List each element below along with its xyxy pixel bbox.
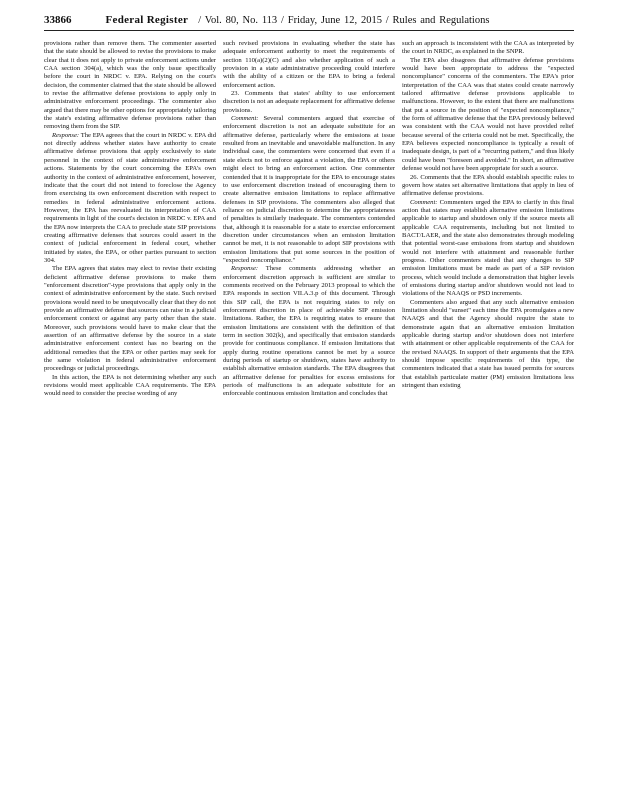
paragraph: [44, 40, 216, 132]
paragraph-text: 23. Comments that states' ability to use enforcement discretion is not an adequate replacement for affirmative defense provisions.: [223, 90, 395, 114]
paragraph-text: In this action, the EPA is not determining whether any such revisions would meet applicable CAA requirements. The EPA would need to consider the precise wording of any: [44, 373, 216, 398]
paragraph-text: The EPA agrees that the court in NRDC v. EPA did not directly address whether states have authority to create affirmative defense provisions that apply exclusively to state personnel in the context of state administrative enforcement actions. Statements by the court concerning the EPA's own authority in the context of administrative enforcement, however, indicate that the court did not intend to foreclose the Agency from exercising its own enforcement discretion with respect to remedies in federal administrative enforcement actions. However, the EPA has reevaluated its interpretation of CAA requirements in light of the court's decision in NRDC v. EPA and the EPA now interprets the CAA to preclude state SIP provisions creating affirmative defenses that sources could assert in the context of judicial enforcement in federal court, whether initiated by states, the EPA, or other parties pursuant to section 304.: [44, 131, 216, 264]
page-header: [44, 4, 574, 26]
paragraph: [223, 115, 395, 265]
paragraph-text: The EPA also disagrees that affirmative defense provisions would have been appropriate to address the "expected noncompliance" concerns of the commenters. The EPA's prior interpretation of the CAA was that states could create narrowly tailored affirmative defense provisions applicable to malfunctions. However, to the extent that there are malfunctions that put a source in the position of "expected noncompliance," the form of affirmative defense that the EPA previously believed was consistent with the CAA would not have provided relief because several of the criteria could not be met. Specifically, the EPA believes expected noncompliance is typically a result of inadequate design, is part of a "recurring pattern," and thus likely could have been "foreseen and avoided." In short, an affirmative defense would not have been appropriate for such a source.: [402, 56, 574, 173]
paragraph: [44, 132, 216, 266]
paragraph-text: provisions rather than remove them. The commenter asserted that the state should be allowed to revise the provisions to make clear that it does not apply to private enforcement actions under CAA section 304(a), which was the only issue specifically before the court in NRDC v. EPA. Relying on the court's decision, the commenter claimed that the state should be allowed to revise the affirmative defense provisions to apply only in administrative enforcement proceedings. The commenter also argued that there may be other options for appropriately tailoring the state's existing affirmative defense provisions rather than removing them from the SIP.: [44, 40, 216, 131]
paragraph-text: Commenters also argued that any such alternative emission limitation should "sunset" each time the EPA promulgates a new NAAQS and that the Agency should require the state to demonstrate again that an alternative emission limitation applicable during startup and/or shutdown does not interfere with attainment or other applicable requirements of the CAA for the revised NAAQS. In support of their arguments that the EPA should impose specific requirements of this type, the commenters indicated that a state has issued permits for sources that establish particulate matter (PM) emission limitations less stringent than existing: [402, 298, 574, 390]
paragraph: [402, 199, 574, 299]
paragraph: [223, 90, 395, 115]
paragraph: [402, 174, 574, 199]
paragraph-text: such revised provisions in evaluating whether the state has adequate enforcement authority to meet the requirements of section 110(a)(2)(C) and also whether application of such a provision in a state administrative proceeding could interfere with the ability of a citizen or the EPA to bring a federal enforcement action.: [223, 40, 395, 89]
paragraph-text: The EPA agrees that states may elect to revise their existing deficient affirmative defense provisions to make them "enforcement discretion"-type provisions that apply only in the context of administrative enforcement by the state. Such revised provisions would need to be unequivocally clear that they do not provide an affirmative defense that sources can raise in a judicial enforcement context or against any party other than the state. Moreover, such provisions would have to make clear that the assertion of an affirmative defense by the source in a state administrative enforcement context has no bearing on the additional remedies that the EPA or other parties may seek for the same violation in federal administrative enforcement proceedings or judicial proceedings.: [44, 265, 216, 373]
paragraph-text: 26. Comments that the EPA should establish specific rules to govern how states set alternative limitations that apply in lieu of affirmative defense provisions.: [402, 173, 574, 198]
paragraph: [223, 265, 395, 399]
paragraph: [402, 57, 574, 174]
paragraph: [223, 40, 395, 90]
paragraph: [402, 40, 574, 57]
paragraph-lead: Response:: [231, 265, 259, 273]
document-body: [44, 40, 574, 790]
header-rule: [44, 30, 574, 31]
paragraph: [402, 299, 574, 391]
issue-info: / Vol. 80, No. 113 / Friday, June 12, 2015 / Rules and Regulations: [198, 15, 490, 26]
paragraph: [44, 374, 216, 399]
paragraph: [44, 265, 216, 373]
paragraph-text: Commenters urged the EPA to clarify in this final action that states may establish alternative emission limitations applicable to startup and shutdown only if the source meets all applicable CAA requirements, including but not limited to BACT/LAER, and the state also demonstrates through modeling that potential worst-case emissions from startup and shutdown would not interfere with attainment and reasonable further progress. Other commenters stated that any changes to SIP emission limitations must be made as part of a SIP revision process, which would include a demonstration that higher levels of emissions during startup and/or shutdown would not lead to violations of the NAAQS or PSD increments.: [402, 198, 574, 298]
publication-title: Federal Register: [105, 14, 189, 26]
paragraph-text: such an approach is inconsistent with the CAA as interpreted by the court in NRDC, as explained in the SNPR.: [402, 40, 574, 56]
column-3: [402, 40, 574, 790]
paragraph-lead: Comment:: [410, 198, 438, 206]
column-1: [44, 40, 216, 790]
column-2: [223, 40, 395, 790]
page-number: 33866: [44, 14, 72, 26]
paragraph-lead: Comment:: [231, 115, 259, 123]
paragraph-text: Several commenters argued that exercise of enforcement discretion is not an adequate substitute for an affirmative defense, particularly where the emissions at issue resulted from an inevitable and unavoidable malfunction. In any individual case, the commenters were concerned that even if a state elects not to enforce against a violation, the EPA or others might elect to bring an enforcement action. One commenter contended that it is inappropriate for the EPA to encourage states to use enforcement discretion instead of encouraging them to create alternative emission limitations to replace affirmative defenses in SIP provisions. The commenters also alleged that reliance on judicial discretion to determine the appropriateness of penalties is similarly inadequate. The commenters contended that, although it is reasonable for a state to exercise enforcement discretion under circumstances when an emission limitation cannot be met, it is not reasonable to adopt SIP provisions with emission limitations that put some sources in the position of "expected noncompliance.": [223, 115, 395, 264]
paragraph-lead: Response:: [52, 131, 80, 139]
paragraph-text: These comments addressing whether an enforcement discretion approach is sufficient are similar to comments received on the February 2013 proposal to which the EPA responds in section VII.A.3.p of this document. Through this SIP call, the EPA is not requiring states to rely on enforcement discretion in place of achievable SIP emission limitations. Rather, the EPA is requiring states to ensure that emission limitations are consistent with the definition of that term in section 302(k), and specifically that emission standards provide for continuous compliance. If emission limitations that apply during routine operations cannot be met by a source during periods of startup or shutdown, states have authority to establish alternative emission standards. The EPA disagrees that an affirmative defense for penalties for excess emissions for periods of malfunctions is an adequate substitute for an enforceable continuous emission limitation and concludes that: [223, 265, 395, 398]
